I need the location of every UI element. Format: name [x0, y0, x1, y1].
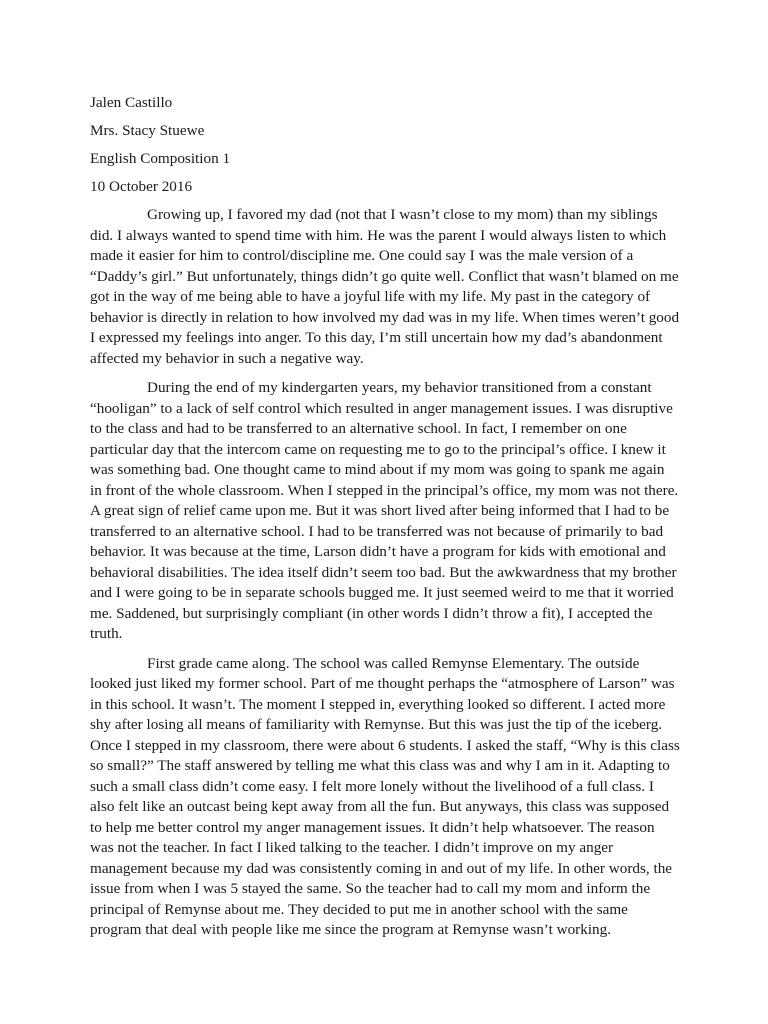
essay-date: 10 October 2016: [90, 178, 193, 195]
body-paragraph: First grade came along. The school was called Remynse Elementary. The outside looked just liked my former school. Part of me thought perhaps the “atmosphere of Larson” was in this school. It wasn’t. The moment I stepped in, everything looked so different. I acted more shy after losing all means of familiarity with Remynse. But this was just the tip of the iceberg. Once I stepped in my classroom, there were about 6 students. I asked the staff, “Why is this class so small?” The staff answered by telling me what this class was and why I am in it. Adapting to such a small class didn’t come easy. I felt more lonely without the livelihood of a full class. I also felt like an outcast being kept away from all the fun. But anyways, this class was supposed to help me better control my anger management issues. It didn’t help whatsoever. The reason was not the teacher. In fact I liked talking to the teacher. I didn’t improve on my anger management because my dad was consistently coming in and out of my life. In other words, the issue from when I was 5 stayed the same. So the teacher had to call my mom and inform the principal of Remynse about me. They decided to put me in another school with the same program that deal with people like me since the program at Remynse wasn’t working.: [90, 654, 680, 938]
course-name: English Composition 1: [90, 150, 231, 167]
body-paragraph: Growing up, I favored my dad (not that I wasn’t close to my mom) than my siblings did. I always wanted to spend time with him. He was the parent I would always listen to which made it easier for him to control/discipline me. One could say I was the male version of a “Daddy’s girl.” But unfortunately, things didn’t go quite well. Conflict that wasn’t blamed on me got in the way of me being able to have a joyful life with my life. My past in the category of behavior is directly in relation to how involved my dad was in my life. When times weren’t good I expressed my feelings into anger. To this day, I’m still uncertain how my dad’s abandonment affected my behavior in such a negative way.: [90, 206, 680, 367]
body-paragraph: During the end of my kindergarten years, my behavior transitioned from a constant “hooligan” to a lack of self control which resulted in anger management issues. I was disruptive to the class and had to be transferred to an alternative school. In fact, I remember on one particular day that the intercom came on requesting me to go to the principal’s office. I knew it was something bad. One thought came to mind about if my mom was going to spank me again in front of the whole classroom. When I stepped in the principal’s office, my mom was not there. A great sign of relief came upon me. But it was short lived after being informed that I had to be transferred to an alternative school. I had to be transferred was not because of primarily to bad behavior. It was because at the time, Larson didn’t have a program for kids with emotional and behavioral disabilities. The idea itself didn’t seem too bad. But the awkwardness that my brother and I were going to be in separate schools bugged me. It just seemed weird to me that it worried me. Saddened, but surprisingly compliant (in other words I didn’t throw a fit), I accepted the truth.: [90, 379, 679, 642]
instructor-name: Mrs. Stacy Stuewe: [90, 122, 205, 139]
document-page: [90, 93, 680, 950]
author-name: Jalen Castillo: [90, 94, 173, 111]
